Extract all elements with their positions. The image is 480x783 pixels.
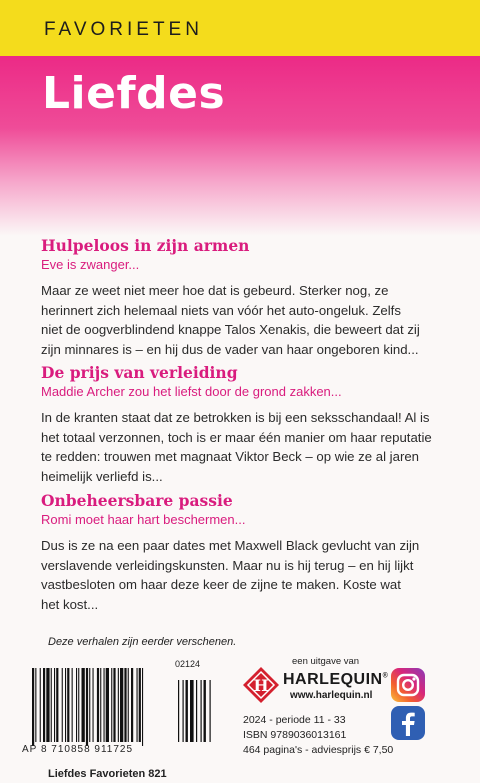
publisher-website: www.harlequin.nl (290, 690, 373, 701)
reprint-note: Deze verhalen zijn eerder verschenen. (48, 636, 237, 648)
barcode-number: AP 8 710858 911725 (22, 744, 134, 755)
story-teaser: Maddie Archer zou het liefst door de grond zakken... (41, 384, 342, 399)
page-title: Liefdes (42, 68, 226, 119)
story-teaser: Eve is zwanger... (41, 257, 140, 272)
barcode-addon-number: 02124 (175, 659, 201, 669)
publisher-name: HARLEQUIN® (283, 671, 389, 688)
pages-price-line: 464 pagina's - adviesprijs € 7,50 (243, 744, 394, 756)
period-line: 2024 - periode 11 - 33 (243, 714, 346, 726)
instagram-icon[interactable] (391, 668, 425, 702)
story-1 (41, 236, 461, 359)
story-body: Dus is ze na een paar dates met Maxwell Black gevlucht van zijn verslavende verleidingskunsten. Maar nu is hij terug – en hij lijkt vastbesloten om haar deze keer de zijne te maken. Koste wat het kost... (41, 538, 420, 612)
svg-text:H: H (253, 676, 269, 695)
publisher-intro: een uitgave van (292, 656, 360, 667)
story-title: Onbeheersbare passie (41, 491, 233, 510)
story-body: Maar ze weet niet meer hoe dat is gebeurd. Sterker nog, ze herinnert zich helemaal niets van vóór het auto-ongeluk. Zelfs niet de oogverblindend knappe Talos Xenakis, die beweert dat zij zijn minnares is – en hij dus de vader van haar ongeboren kind... (41, 283, 420, 357)
registered-mark: ® (382, 672, 389, 680)
story-body: In de kranten staat dat ze betrokken is bij een seksschandaal! Al is het totaal verzonnen, toch is er maar één manier om haar reputatie te redden: trouwen met magnaat Viktor Beck – op wie ze al jaren heimelijk verliefd is... (41, 410, 432, 484)
story-3 (41, 491, 461, 614)
story-2 (41, 363, 461, 486)
isbn-line: ISBN 9789036013161 (243, 729, 347, 741)
story-teaser: Romi moet haar hart beschermen... (41, 512, 246, 527)
story-title: Hulpeloos in zijn armen (41, 236, 250, 255)
facebook-icon[interactable] (391, 706, 425, 740)
series-number: Liefdes Favorieten 821 (48, 768, 167, 780)
story-title: De prijs van verleiding (41, 363, 238, 382)
series-label: FAVORIETEN (44, 19, 203, 40)
harlequin-logo-icon (242, 666, 280, 704)
